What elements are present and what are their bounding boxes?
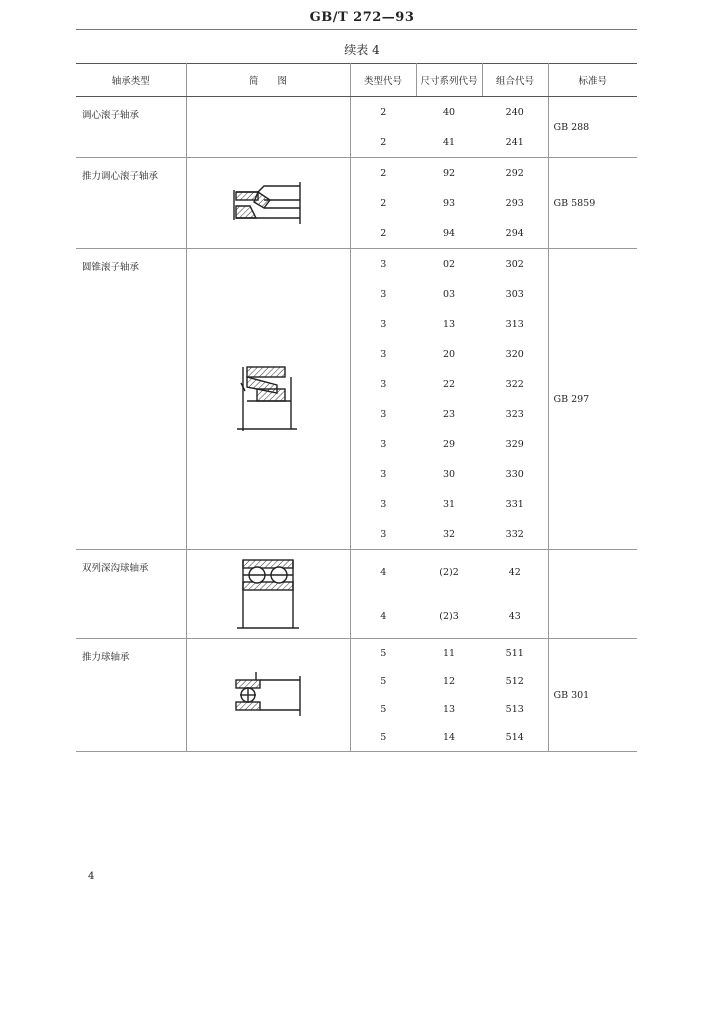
size-code-cell: 12 [442,675,456,687]
combo-code-cell: 241 [482,127,548,158]
header-type-code: 类型代号 [350,64,416,97]
bearing-type-cell: 推力调心滚子轴承 [76,158,186,249]
table-row [76,158,637,189]
type-code-cell: 3 [380,378,387,390]
bearing-type-cell: 调心滚子轴承 [76,97,186,158]
type-code-cell: 4 [350,594,416,639]
standard-cell: GB 297 [548,249,637,550]
combo-code-cell: 292 [482,158,548,189]
size-code-cell: 23 [442,408,456,420]
combo-code-cell: 294 [482,218,548,249]
type-code-cell: 3 [380,348,387,360]
type-code-cell: 2 [350,218,416,249]
combo-code-cell: 42 [482,550,548,595]
diagram-cell [186,550,350,639]
type-code-cell: 3 [350,519,416,550]
type-code-cell: 5 [380,703,387,715]
size-code-cell: 94 [416,218,482,249]
bearing-type-cell: 圆锥滚子轴承 [76,249,186,550]
header-size-series-code: 尺寸系列代号 [416,64,482,97]
bearing-code-table [76,63,637,752]
table-caption: 续表 4 [344,43,380,57]
document-code: GB/T 272—93 [309,10,415,25]
size-code-cell: 13 [442,703,456,715]
size-code-cell: 11 [442,647,456,659]
standard-cell: GB 301 [548,639,637,752]
tapered-roller-bearing-icon [233,363,303,435]
combo-code-cell: 293 [482,188,548,218]
table-row [76,550,637,595]
table-header-row [76,64,637,97]
thrust-spherical-roller-bearing-icon [228,178,308,228]
size-code-cell: 13 [442,318,456,330]
header-standard-number: 标准号 [548,64,637,97]
size-code-cell: (2)2 [439,566,459,578]
header-diagram: 简 图 [186,64,350,97]
type-code-cell: 3 [380,288,387,300]
size-code-cell: 41 [416,127,482,158]
combo-code-cell: 332 [482,519,548,550]
header-rule [76,29,637,30]
type-code-cell: 3 [380,318,387,330]
size-code-cell: 40 [442,106,456,118]
diagram-cell [186,249,350,550]
size-code-cell: (2)3 [416,594,482,639]
diagram-cell-empty [186,97,350,158]
size-code-cell: 32 [416,519,482,550]
combo-code-cell: 313 [482,309,548,339]
combo-code-cell: 43 [482,594,548,639]
type-code-cell: 2 [350,127,416,158]
size-code-cell: 20 [442,348,456,360]
combo-code-cell: 329 [482,429,548,459]
diagram-cell [186,158,350,249]
header-bearing-type: 轴承类型 [76,64,186,97]
header-combination-code: 组合代号 [482,64,548,97]
type-code-cell: 3 [380,468,387,480]
combo-code-cell: 322 [482,369,548,399]
size-code-cell: 02 [442,258,456,270]
combo-code-cell: 511 [482,639,548,668]
table-row [76,97,637,128]
type-code-cell: 3 [380,408,387,420]
size-code-cell: 31 [442,498,456,510]
size-code-cell: 92 [442,167,456,179]
size-code-cell: 30 [442,468,456,480]
standard-cell [548,550,637,639]
combo-code-cell: 240 [482,97,548,128]
type-code-cell: 2 [380,197,387,209]
type-code-cell: 2 [380,167,387,179]
type-code-cell: 3 [380,498,387,510]
bearing-type-cell: 推力球轴承 [76,639,186,752]
table-row [76,249,637,280]
table-row [76,639,637,668]
combo-code-cell: 320 [482,339,548,369]
standard-cell: GB 5859 [548,158,637,249]
size-code-cell: 93 [442,197,456,209]
size-code-cell: 29 [442,438,456,450]
standard-cell: GB 288 [548,97,637,158]
combo-code-cell: 513 [482,695,548,723]
page-number: 4 [88,871,95,882]
diagram-cell [186,639,350,752]
type-code-cell: 5 [380,647,387,659]
type-code-cell: 3 [380,258,387,270]
combo-code-cell: 514 [482,723,548,752]
combo-code-cell: 323 [482,399,548,429]
double-row-deep-groove-ball-bearing-icon [233,554,303,634]
size-code-cell: 03 [442,288,456,300]
type-code-cell: 4 [380,566,387,578]
type-code-cell: 5 [380,675,387,687]
type-code-cell: 3 [380,438,387,450]
combo-code-cell: 331 [482,489,548,519]
type-code-cell: 5 [350,723,416,752]
combo-code-cell: 330 [482,459,548,489]
size-code-cell: 22 [442,378,456,390]
combo-code-cell: 512 [482,667,548,695]
combo-code-cell: 302 [482,249,548,280]
size-code-cell: 14 [416,723,482,752]
combo-code-cell: 303 [482,279,548,309]
bearing-type-cell: 双列深沟球轴承 [76,550,186,639]
thrust-ball-bearing-icon [228,670,308,720]
type-code-cell: 2 [380,106,387,118]
